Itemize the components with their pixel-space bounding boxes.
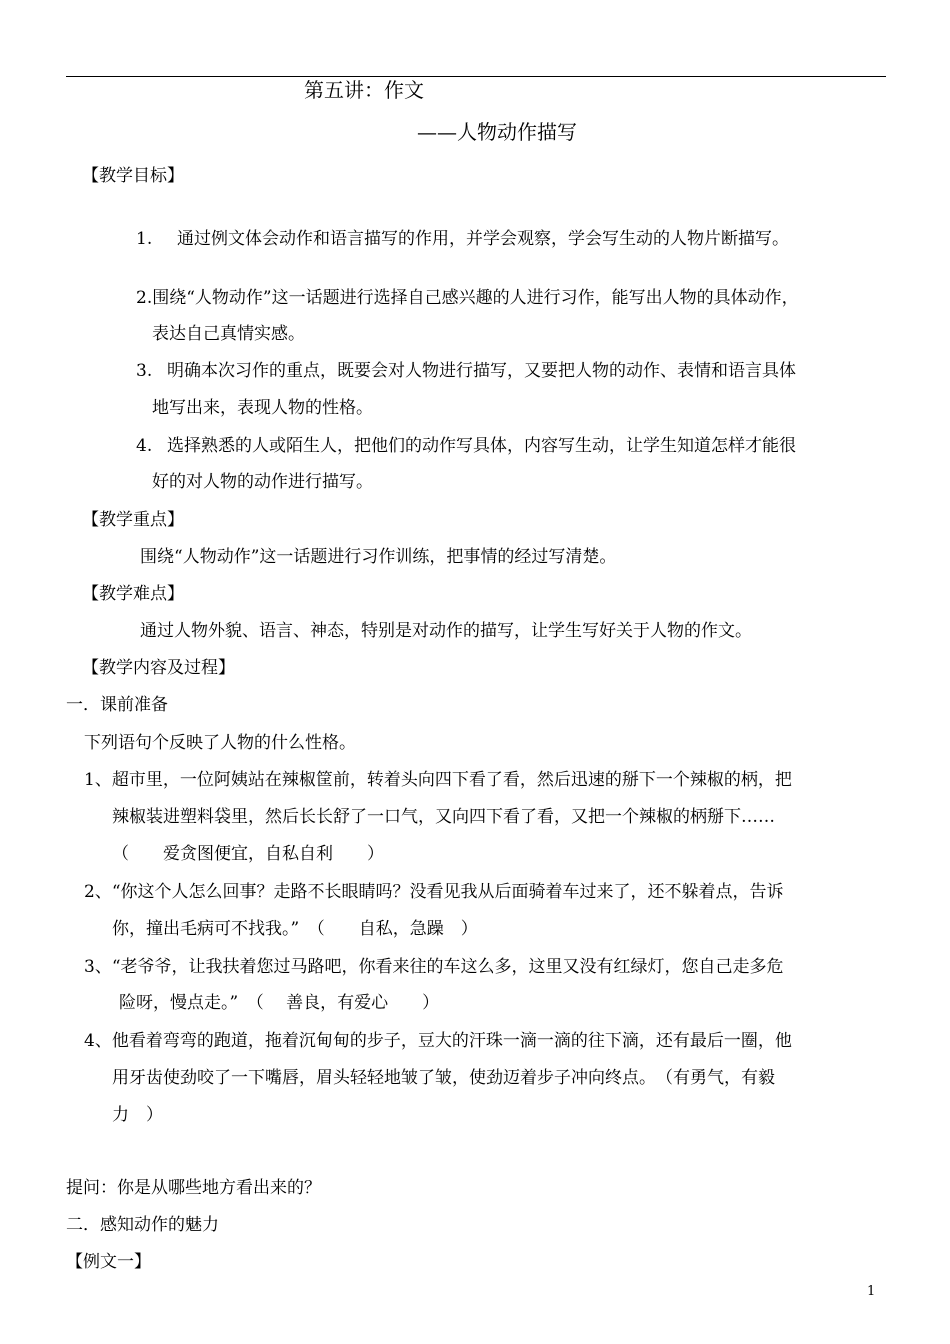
item-4-line3: 力 ） xyxy=(112,1105,163,1125)
example-heading: 【例文一】 xyxy=(66,1252,151,1272)
page-number: 1 xyxy=(867,1284,876,1299)
item-text: “老爷爷，让我扶着您过马路吧，你看来往的车这么多，这里又没有红绿灯，您自己走多危 xyxy=(111,957,784,977)
item-3-line1 xyxy=(84,957,784,977)
goal-number: 4. xyxy=(136,436,153,456)
item-number: 4、 xyxy=(84,1031,112,1051)
item-text: 他看着弯弯的跑道，拖着沉甸甸的步子，豆大的汗珠一滴一滴的往下滴，还有最后一圈，他 xyxy=(111,1031,792,1051)
item-1-answer: （ 爱贪图便宜，自私自利 ） xyxy=(112,844,384,864)
goal-text: 选择熟悉的人或陌生人，把他们的动作写具体，内容写生动，让学生知道怎样才能很 xyxy=(167,436,797,456)
content-heading: 【教学内容及过程】 xyxy=(82,658,235,678)
goals-heading: 【教学目标】 xyxy=(82,166,184,186)
item-1-line1 xyxy=(84,770,792,790)
item-1-line2: 辣椒装进塑料袋里，然后长长舒了一口气，又向四下看了看，又把一个辣椒的柄掰下…… xyxy=(112,807,775,827)
difficulty-heading: 【教学难点】 xyxy=(82,584,184,604)
item-4-line2: 用牙齿使劲咬了一下嘴唇，眉头轻轻地皱了皱，使劲迈着步子冲向终点。 （有勇气，有毅 xyxy=(112,1068,775,1088)
key-text: 围绕“人物动作”这一话题进行习作训练，把事情的经过写清楚。 xyxy=(140,547,617,567)
goal-text: 通过例文体会动作和语言描写的作用，并学会观察，学会写生动的人物片断描写。 xyxy=(177,229,790,249)
item-2-line1 xyxy=(84,882,784,902)
goal-number: 2. xyxy=(136,288,153,308)
goal-item-4-line1 xyxy=(136,436,796,456)
page-subtitle: ——人物动作描写 xyxy=(417,120,577,144)
goal-item-4-line2: 好的对人物的动作进行描写。 xyxy=(152,472,373,492)
question-text: 提问：你是从哪些地方看出来的？ xyxy=(66,1178,321,1198)
goal-item-2-line1 xyxy=(136,288,799,308)
goal-item-3-line2: 地写出来，表现人物的性格。 xyxy=(152,398,373,418)
key-heading: 【教学重点】 xyxy=(82,510,184,530)
item-number: 1、 xyxy=(84,770,112,790)
difficulty-text: 通过人物外貌、语言、神态，特别是对动作的描写，让学生写好关于人物的作文。 xyxy=(140,621,752,641)
item-number: 2、 xyxy=(84,882,112,902)
goal-number: 1. xyxy=(136,229,153,249)
section-1-heading: 一．课前准备 xyxy=(66,695,168,715)
section-2-heading: 二．感知动作的魅力 xyxy=(66,1215,219,1235)
item-text: “你这个人怎么回事？走路不长眼睛吗？没看见我从后面骑着车过来了，还不躲着点，告诉 xyxy=(111,882,784,902)
goal-text: 明确本次习作的重点，既要会对人物进行描写，又要把人物的动作、表情和语言具体 xyxy=(167,361,797,381)
goal-text: 围绕“人物动作”这一话题进行选择自己感兴趣的人进行习作，能写出人物的具体动作， xyxy=(152,288,799,308)
item-2-line2: 你，撞出毛病可不找我。” （ 自私，急躁 ） xyxy=(112,919,478,939)
goal-item-2-line2: 表达自己真情实感。 xyxy=(152,324,305,344)
goal-number: 3. xyxy=(136,361,153,381)
goal-item-1 xyxy=(136,229,789,249)
header-rule xyxy=(66,76,886,77)
page-title: 第五讲：作文 xyxy=(304,78,424,102)
item-text: 超市里，一位阿姨站在辣椒筐前，转着头向四下看了看，然后迅速的掰下一个辣椒的柄，把 xyxy=(111,770,792,790)
item-3-line2: 险呀，慢点走。” （ 善良，有爱心 ） xyxy=(119,993,440,1013)
goal-item-3-line1 xyxy=(136,361,796,381)
prompt-text: 下列语句个反映了人物的什么性格。 xyxy=(84,733,356,753)
item-number: 3、 xyxy=(84,957,112,977)
item-4-line1 xyxy=(84,1031,792,1051)
